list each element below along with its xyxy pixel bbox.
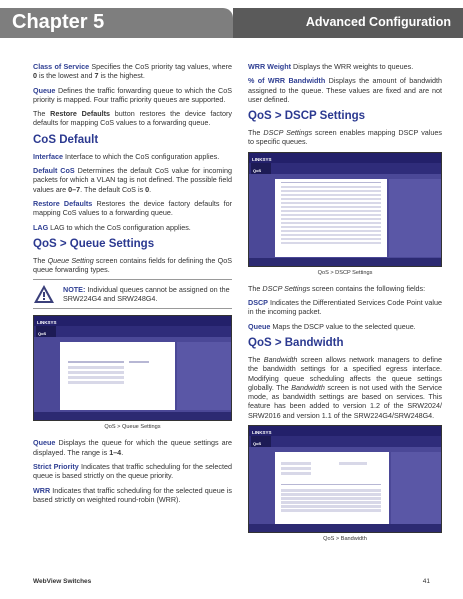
screen-table-row <box>281 497 381 500</box>
term-restore-defaults: Restore Defaults <box>33 198 93 208</box>
text: Individual queues cannot be assigned on the SRW224G4 and SRW248G4. <box>63 285 230 304</box>
value-zero: 0 <box>33 71 37 81</box>
paragraph-lag <box>33 223 232 232</box>
screen-name: DSCP Settings <box>262 283 311 293</box>
screen-option-row <box>281 472 311 475</box>
bandwidth-screenshot <box>248 425 442 533</box>
screen-section-label: QoS <box>36 326 56 337</box>
screen-table-row <box>281 186 381 189</box>
value-range: 1–4 <box>109 447 122 457</box>
value-default: 0 <box>145 184 150 194</box>
screen-table-row <box>281 230 381 233</box>
screen-help-panel <box>391 452 441 524</box>
linksys-logo: LINKSYS <box>252 430 272 436</box>
text: LAG to which the CoS configuration applies. <box>50 222 191 232</box>
text: screen is not used with the Service mode, as bandwidth settings are based on services. This feature has been added to version 1.2 of the SRW2024/ SRW2016 and version 1.1 of the SRW224G4/SRW248G4. <box>248 382 442 420</box>
footer-product: WebView Switches <box>33 578 92 585</box>
screen-table-row <box>68 366 124 369</box>
screen-table-row <box>281 206 381 209</box>
section-title: Advanced Configuration <box>305 15 451 29</box>
term-strict-priority: Strict Priority <box>33 462 79 472</box>
text: The <box>248 354 264 364</box>
linksys-logo: LINKSYS <box>252 156 272 162</box>
screen-table-row <box>281 210 381 213</box>
note-warning-icon <box>33 284 55 304</box>
paragraph-dscp-fields <box>248 284 442 293</box>
text: The <box>33 109 51 119</box>
term-interface: Interface <box>33 151 63 161</box>
screen-table-row <box>281 190 381 193</box>
figure-caption-bandwidth: QoS > Bandwidth <box>323 536 367 543</box>
screen-name: Bandwidth <box>263 354 298 364</box>
text: Displays the amount of bandwidth assigned to the queue. These values are fixed and are not user defined. <box>248 76 443 104</box>
screen-topbar <box>249 426 441 436</box>
value-seven: 7 <box>94 71 99 81</box>
figure-caption-queue: QoS > Queue Settings <box>104 424 161 431</box>
screen-table-row <box>281 509 381 512</box>
page-header <box>0 0 463 44</box>
screen-name: Queue Setting <box>47 255 94 265</box>
text: Restores the device factory defaults for mapping CoS values to a forwarding queue. <box>33 198 232 218</box>
screen-table-row <box>281 214 381 217</box>
screen-table-header <box>68 361 124 362</box>
screen-table-row <box>281 493 381 496</box>
term-lag: LAG <box>33 222 49 232</box>
screen-table-row <box>281 218 381 221</box>
screen-table-row <box>281 505 381 508</box>
paragraph-dscp <box>248 298 442 317</box>
screen-table-row <box>68 376 124 379</box>
page-number: 41 <box>422 578 430 585</box>
screen-table-row <box>281 501 381 504</box>
paragraph-strict-priority <box>33 462 232 481</box>
paragraph-wrr <box>33 486 232 505</box>
paragraph-wrr-bandwidth <box>248 76 442 104</box>
text: Defines the traffic forwarding queue to which the CoS priority is mapped. Four traffic priority queues are supported. <box>33 85 233 104</box>
text: Interface to which the CoS configuration applies. <box>64 151 220 161</box>
term-wrr: WRR <box>33 485 51 495</box>
text: Maps the DSCP value to the selected queue. <box>272 321 416 331</box>
text: The <box>33 255 48 265</box>
screen-option-row <box>339 462 367 465</box>
text: screen enables mapping DSCP values to specific queues. <box>248 128 442 147</box>
heading-bandwidth: QoS > Bandwidth <box>248 336 344 349</box>
text: Determines the default CoS value for incoming packets for which a VLAN tag is not defined. The possible field values are <box>33 166 232 194</box>
paragraph-wrr-weight <box>248 62 442 71</box>
text: screen contains the following fields: <box>310 283 426 293</box>
term-wrr-bandwidth: % of WRR Bandwidth <box>248 76 326 86</box>
value-range: 0–7 <box>68 184 81 194</box>
text: screen contains fields for defining the QoS queue forwarding types. <box>33 255 232 275</box>
note-text <box>63 285 232 304</box>
queue-settings-screenshot <box>33 315 232 421</box>
screen-option-row <box>281 462 311 465</box>
term-wrr-weight: WRR Weight <box>248 62 291 71</box>
term-queue: Queue <box>33 438 56 448</box>
screen-footer <box>34 412 231 420</box>
screen-section-label: QoS <box>251 163 271 174</box>
paragraph-restore-defaults <box>33 199 232 218</box>
term-queue: Queue <box>248 321 271 331</box>
paragraph-default-cos <box>33 166 232 194</box>
text: button restores the device factory defaults for mapping CoS values to a forwarding queue. <box>33 109 233 128</box>
chapter-title: Chapter 5 <box>12 11 105 33</box>
paragraph-restore-defaults-button <box>33 109 232 128</box>
screen-menubar <box>249 163 441 174</box>
term-default-cos: Default CoS <box>33 166 75 176</box>
screen-table-header <box>281 484 381 485</box>
text: Indicates that traffic scheduling for the selected queue is based strictly on weighted round-robin (WRR). <box>33 485 232 504</box>
paragraph-queue-field <box>33 438 232 457</box>
screen-table-row <box>281 234 381 237</box>
screen-footer <box>249 524 441 532</box>
dscp-settings-screenshot <box>248 152 442 267</box>
screen-table-row <box>281 198 381 201</box>
term-restore-defaults: Restore Defaults <box>50 109 111 119</box>
figure-caption-dscp: QoS > DSCP Settings <box>317 269 373 276</box>
text: . <box>149 184 152 194</box>
term-queue: Queue <box>33 85 56 95</box>
term-class-of-service: Class of Service <box>33 62 90 71</box>
screen-help-panel <box>389 179 441 257</box>
text: is the highest. <box>98 71 145 81</box>
left-column <box>33 62 232 509</box>
text: Specifies the CoS priority tag values, where <box>91 62 233 71</box>
paragraph-dscp-intro <box>248 128 442 147</box>
note-label: NOTE: <box>63 285 86 295</box>
text: Indicates that traffic scheduling for the selected queue is based strictly on the queue priority. <box>33 462 232 481</box>
screen-table-header <box>281 182 381 183</box>
note-box <box>33 279 232 309</box>
screen-table-row <box>281 242 381 245</box>
text: Displays the WRR weights to queues. <box>293 62 414 71</box>
paragraph-class-of-service <box>33 62 232 81</box>
screen-table-row <box>281 194 381 197</box>
heading-cos-default: CoS Default <box>33 133 99 146</box>
screen-table-row <box>68 371 124 374</box>
paragraph-dscp-queue <box>248 322 442 331</box>
screen-name: Bandwidth <box>291 382 325 392</box>
linksys-logo: LINKSYS <box>37 320 57 326</box>
screen-table-row <box>281 226 381 229</box>
heading-queue-settings: QoS > Queue Settings <box>33 237 155 250</box>
term-dscp: DSCP <box>248 298 268 308</box>
text: . <box>121 447 124 457</box>
screen-table-row <box>68 381 124 384</box>
paragraph-interface <box>33 152 232 161</box>
screen-help-panel <box>177 342 231 410</box>
screen-table-header <box>129 361 149 362</box>
screen-option-row <box>281 467 311 470</box>
screen-name: DSCP Settings <box>263 128 313 138</box>
screen-topbar <box>249 153 441 163</box>
right-column <box>248 62 442 550</box>
screen-menubar <box>249 436 441 447</box>
text: The <box>248 128 264 138</box>
paragraph-queue-intro <box>33 256 232 275</box>
screen-table-row <box>281 202 381 205</box>
paragraph-bandwidth-intro <box>248 355 442 420</box>
text: Indicates the Differentiated Services Code Point value in the incoming packet. <box>248 298 442 317</box>
screen-footer <box>249 258 441 266</box>
paragraph-queue <box>33 86 232 105</box>
text: screen allows network managers to define the bandwidth settings for a specified egress interface. Modifying queue scheduling affects the queue settings globally. The <box>248 354 443 392</box>
screen-section-label: QoS <box>251 436 271 447</box>
screen-table-row <box>281 489 381 492</box>
screen-topbar <box>34 316 231 326</box>
text: . The default CoS is <box>80 184 146 194</box>
screen-table-row <box>281 238 381 241</box>
heading-dscp-settings: QoS > DSCP Settings <box>248 110 366 123</box>
text: Displays the queue for which the queue settings are displayed. The range is <box>33 438 233 457</box>
text: The <box>248 283 263 293</box>
text: is the lowest and <box>37 71 95 81</box>
screen-menubar <box>34 326 231 337</box>
screen-table-row <box>281 222 381 225</box>
